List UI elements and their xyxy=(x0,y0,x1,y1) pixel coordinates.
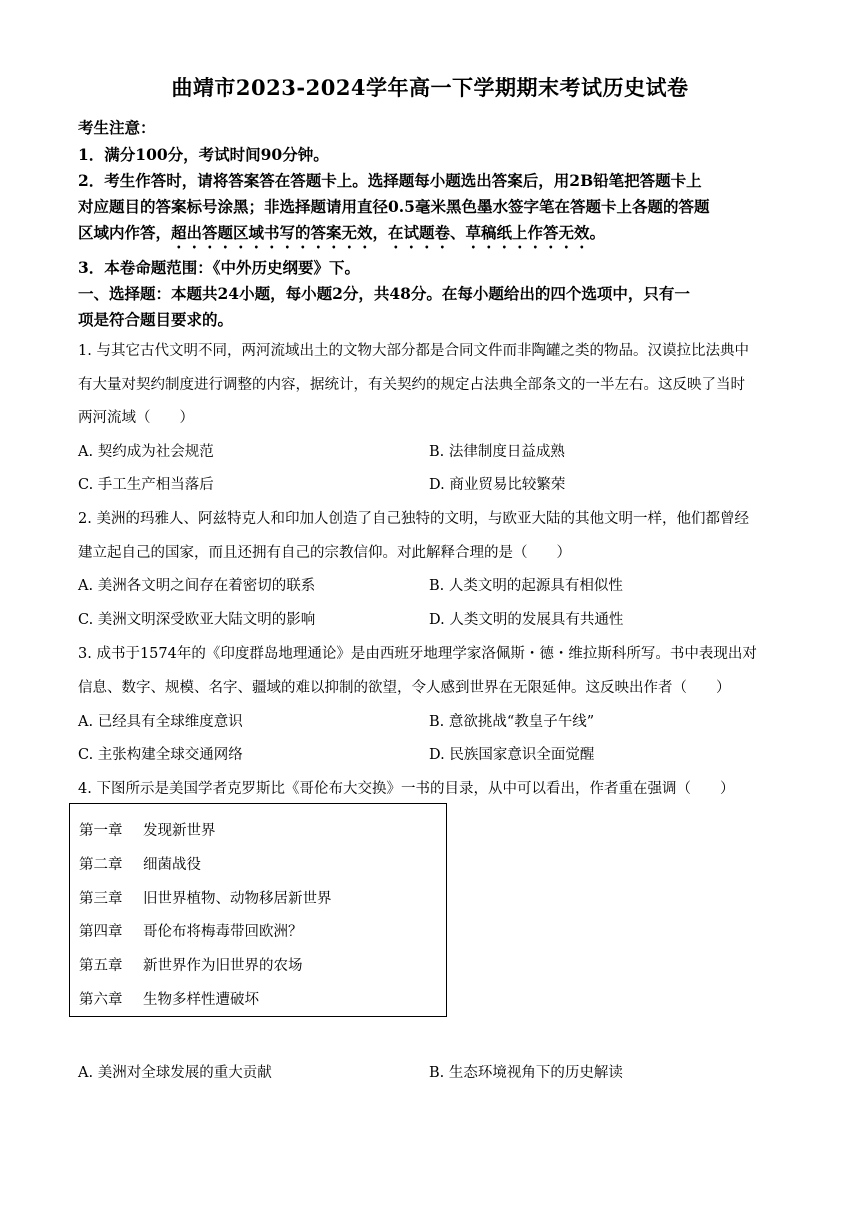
toc-row xyxy=(79,887,332,908)
option-a: A. 美洲对全球发展的重大贡献 xyxy=(78,1065,272,1081)
toc-row xyxy=(79,920,303,941)
toc-chapter: 第四章 xyxy=(79,924,123,940)
emphasis-text: 在试题卷、草稿纸上作答无效 xyxy=(388,223,590,242)
question-stem-line: 两河流域（ ） xyxy=(78,410,194,426)
notice-text: 。 xyxy=(589,223,606,242)
option-d: D. 人类文明的发展具有共通性 xyxy=(429,612,624,628)
option-a: A. 契约成为社会规范 xyxy=(78,444,214,460)
toc-title: 发现新世界 xyxy=(143,823,216,839)
notice-text: ， xyxy=(372,223,389,242)
toc-title: 细菌战役 xyxy=(143,857,201,873)
emphasis-text: 超出答题区域书写的答案无效 xyxy=(171,223,373,242)
question-stem-line: 有大量对契约制度进行调整的内容，据统计，有关契约的规定占法典全部条文的一半左右。这反映了当时 xyxy=(78,377,745,393)
option-a: A. 美洲各文明之间存在着密切的联系 xyxy=(78,578,316,594)
option-a: A. 已经具有全球维度意识 xyxy=(78,714,243,730)
toc-title: 哥伦布将梅毒带回欧洲？ xyxy=(143,924,303,940)
toc-chapter: 第三章 xyxy=(79,891,123,907)
notice-item-2-line-1: 2．考生作答时，请将答案答在答题卡上。选择题每小题选出答案后，用2B铅笔把答题卡上 xyxy=(78,171,702,190)
notice-text: 区域内作答， xyxy=(78,223,172,242)
option-b: B. 意欲挑战“教皇子午线” xyxy=(429,714,595,730)
toc-chapter: 第一章 xyxy=(79,823,123,839)
option-b: B. 生态环境视角下的历史解读 xyxy=(429,1065,623,1081)
section-heading-line-1: 一、选择题：本题共24小题，每小题2分，共48分。在每小题给出的四个选项中，只有一 xyxy=(78,284,690,303)
toc-chapter: 第五章 xyxy=(79,958,123,974)
toc-title: 新世界作为旧世界的农场 xyxy=(143,958,303,974)
question-stem-line: 1. 与其它古代文明不同，两河流域出土的文物大部分都是合同文件而非陶罐之类的物品。汉谟拉比法典中 xyxy=(78,343,749,359)
notice-item-2-line-3 xyxy=(78,221,790,252)
toc-row xyxy=(79,853,201,874)
question-stem-line: 建立起自己的国家，而且还拥有自己的宗教信仰。对此解释合理的是（ ） xyxy=(78,545,571,561)
page-title: 曲靖市2023-2024学年高一下学期期末考试历史试卷 xyxy=(171,75,689,100)
option-c: C. 手工生产相当落后 xyxy=(78,477,214,493)
notice-item-3: 3．本卷命题范围：《中外历史纲要》下。 xyxy=(78,258,361,277)
toc-chapter: 第六章 xyxy=(79,992,123,1008)
question-stem-line: 2. 美洲的玛雅人、阿兹特克人和印加人创造了自己独特的文明，与欧亚大陆的其他文明一样，他们都曾经 xyxy=(78,511,749,527)
question-stem-line: 3. 成书于1574年的《印度群岛地理通论》是由西班牙地理学家洛佩斯・德・维拉斯科所写。书中表现出对 xyxy=(78,646,757,662)
toc-chapter: 第二章 xyxy=(79,857,123,873)
question-stem-line: 4. 下图所示是美国学者克罗斯比《哥伦布大交换》一书的目录，从中可以看出，作者重在强调（ ） xyxy=(78,781,735,797)
toc-row xyxy=(79,819,216,840)
option-d: D. 民族国家意识全面觉醒 xyxy=(429,747,595,763)
toc-row xyxy=(79,954,303,975)
notice-heading: 考生注意： xyxy=(78,118,156,137)
option-b: B. 人类文明的起源具有相似性 xyxy=(429,578,623,594)
option-c: C. 主张构建全球交通网络 xyxy=(78,747,243,763)
section-heading-line-2: 项是符合题目要求的。 xyxy=(78,310,234,329)
notice-item-1: 1．满分100分，考试时间90分钟。 xyxy=(78,145,329,164)
option-d: D. 商业贸易比较繁荣 xyxy=(429,477,566,493)
table-of-contents-box xyxy=(69,803,447,1017)
toc-row xyxy=(79,988,259,1009)
notice-item-2-line-2: 对应题目的答案标号涂黑；非选择题请用直径0.5毫米黑色墨水签字笔在答题卡上各题的答题 xyxy=(78,197,710,216)
toc-title: 旧世界植物、动物移居新世界 xyxy=(143,891,332,907)
toc-title: 生物多样性遭破坏 xyxy=(143,992,259,1008)
option-b: B. 法律制度日益成熟 xyxy=(429,444,565,460)
option-c: C. 美洲文明深受欧亚大陆文明的影响 xyxy=(78,612,316,628)
question-stem-line: 信息、数字、规模、名字、疆域的难以抑制的欲望，令人感到世界在无限延伸。这反映出作者（ ） xyxy=(78,680,731,696)
